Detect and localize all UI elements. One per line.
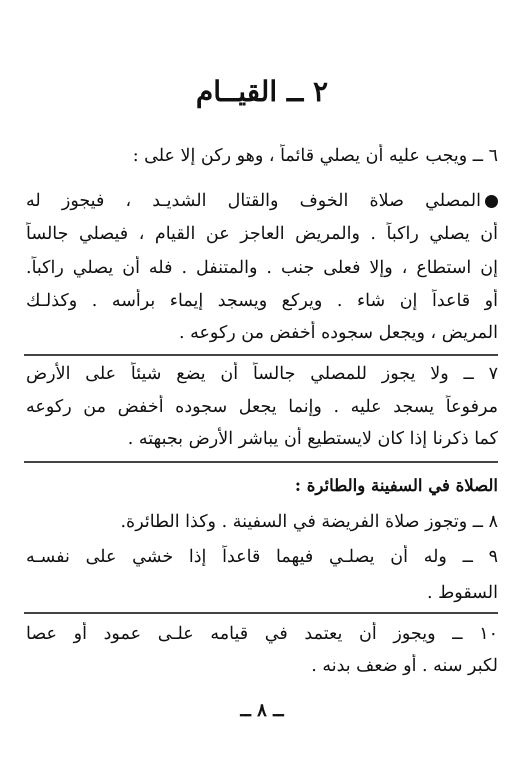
paragraph-9-line-1: ٩ ــ وله أن يصلـي فيهما قاعداً إذا خشي على نفسـه [26, 547, 498, 567]
bullet-paragraph-line-4: أو قاعداً إن شاء . ويركع ويسجد إيماء برأسه . وكذلـك [26, 291, 498, 311]
bullet-paragraph-line-3: إن استطاع ، وإلا فعلى جنب . والمتنفل . فله أن يصلي راكباً. [26, 258, 498, 278]
paragraph-9-line-2: السقوط . [426, 583, 498, 603]
subsection-heading: الصلاة في السفينة والطائرة : [294, 476, 498, 495]
paragraph-7-line-3: كما ذكرنا إذا كان لايستطيع أن يباشر الأرض بجبهته . [127, 429, 498, 449]
bullet-paragraph-line-1 [26, 189, 498, 213]
page-number: ــ ٨ ــ [240, 700, 284, 721]
bullet-paragraph-line-5: المريض ، ويجعل سجوده أخفض من ركوعه . [178, 323, 498, 343]
section-divider [24, 461, 498, 463]
paragraph-10-line-1: ١٠ ــ ويجوز أن يعتمد في قيامه علـى عمود أو عصا [26, 624, 498, 644]
section-divider [24, 612, 498, 614]
paragraph-6-line-1: ٦ ــ ويجب عليه أن يصلي قائماً ، وهو ركن إلا على : [132, 146, 498, 166]
bullet-icon [485, 195, 498, 208]
section-divider [24, 354, 498, 356]
paragraph-7-line-2: مرفوعاً يسجد عليه . وإنما يجعل سجوده أخفض من ركوعه [26, 397, 498, 417]
bullet-paragraph-line-1-text: المصلي صلاة الخوف والقتال الشديـد ، فيجوز له [26, 191, 481, 211]
section-title: ٢ ــ القيــام [195, 75, 329, 108]
paragraph-7-line-1: ٧ ــ ولا يجوز للمصلي جالساً أن يضع شيئاً على الأرض [26, 364, 498, 384]
paragraph-10-line-2: لكبر سنه . أو ضعف بدنه . [311, 656, 498, 676]
bullet-paragraph-line-2: أن يصلي راكباً . والمريض العاجز عن القيام ، فيصلي جالساً [26, 224, 498, 244]
paragraph-8-line-1: ٨ ــ وتجوز صلاة الفريضة في السفينة . وكذا الطائرة. [120, 512, 498, 532]
